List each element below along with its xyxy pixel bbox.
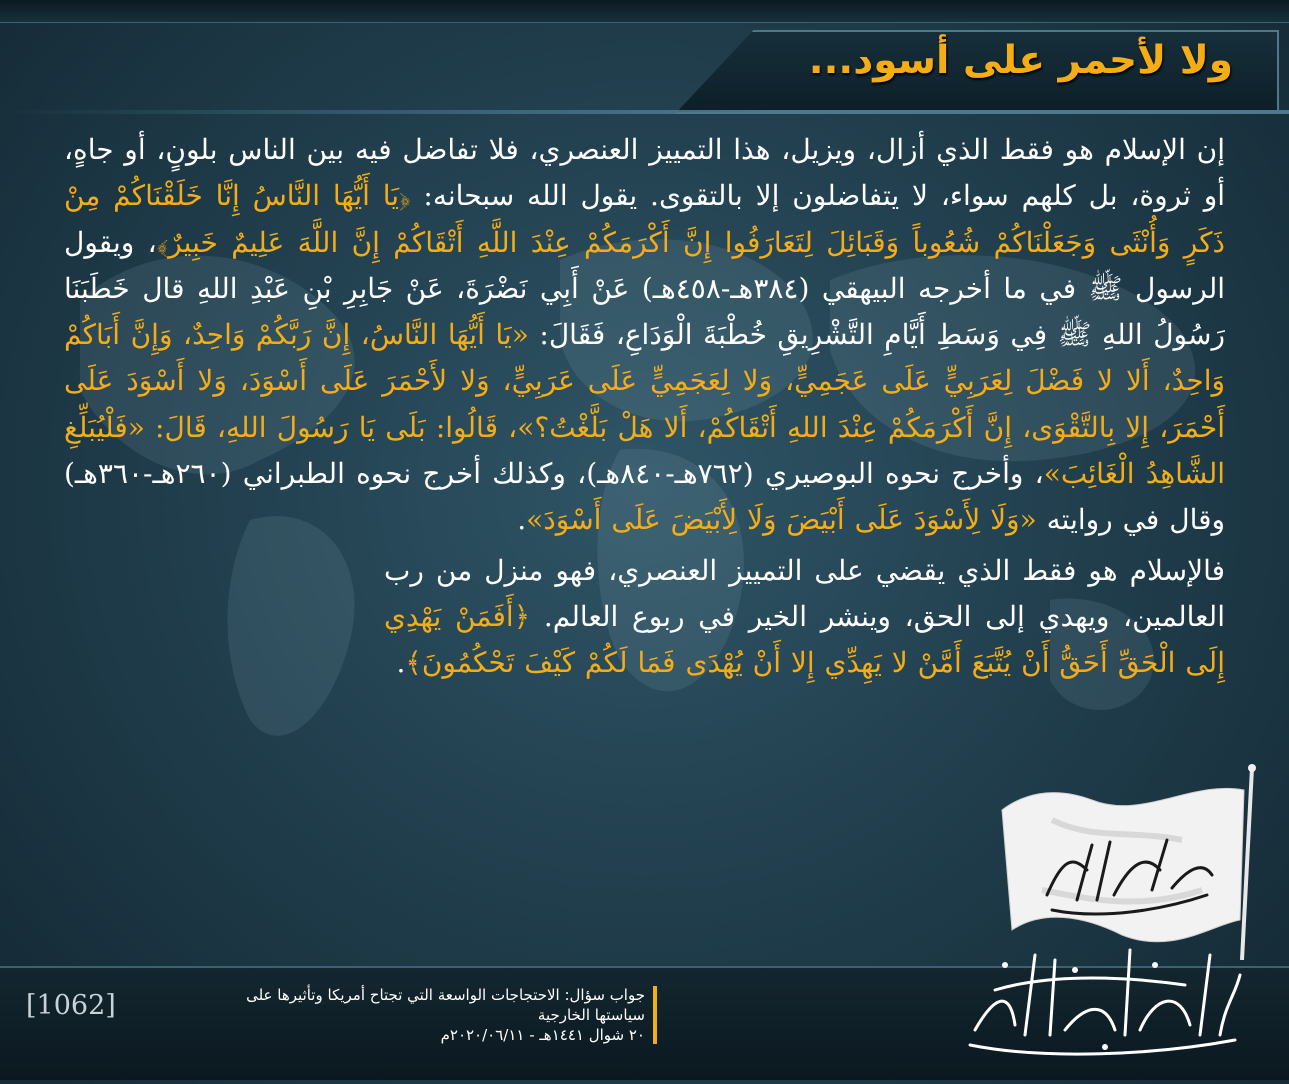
source-title-line1: جواب سؤال: الاحتجاجات الواسعة التي تجتاح أمريكا وتأثيرها على (246, 986, 645, 1004)
source-reference (150, 985, 645, 1045)
page-title: ولا لأحمر على أسود... (808, 38, 1233, 83)
text-segment: . (517, 503, 527, 537)
article-body (64, 127, 1225, 687)
paragraph-2 (384, 548, 1225, 687)
text-segment: فالإسلام هو فقط الذي يقضي على التمييز العنصري، فهو منزل من رب العالمين، ويهدي إلى الحق، وينشر الخير في ربوع العالم. (384, 553, 1225, 633)
quran-verse: ﴿أَفَمَنْ يَهْدِي إِلَى الْحَقِّ أَحَقُّ أَنْ يُتَّبَعَ أَمَّنْ لا يَهِدِّي إِلا أَنْ يُهْدَى فَمَا لَكُمْ كَيْفَ تَحْكُمُونَ﴾ (384, 599, 1225, 680)
text-segment: ، وأخرج نحوه البوصيري (٧٦٢هـ-٨٤٠هـ)، وكذلك أخرج نحوه الطبراني (٢٦٠هـ-٣٦٠هـ) وقال في روايته (64, 457, 1225, 537)
source-date: ٢٠ شوال ١٤٤١هـ - ٢٠٢٠/٠٦/١١م (440, 1026, 645, 1044)
paragraph-1 (64, 127, 1225, 544)
hadith-quote: «يَا أَيُّهَا النَّاسُ، إِنَّ رَبَّكُمْ وَاحِدٌ، وَإِنَّ أَبَاكُمْ وَاحِدٌ، أَلا لا فَضْلَ لِعَرَبِيٍّ عَلَى عَجَمِيٍّ، وَلا لِعَجَمِيٍّ عَلَى عَرَبِيٍّ، وَلا لأَحْمَرَ عَلَى أَسْوَدَ، وَلا أَسْوَدَ عَلَى أَحْمَرَ، إِلا بِالتَّقْوَى، إِنَّ أَكْرَمَكُمْ عِنْدَ اللهِ أَتْقَاكُمْ، أَلا هَلْ بَلَّغْتُ؟»، قَالُوا: بَلَى يَا رَسُولَ اللهِ، قَالَ: «فَلْيُبَلِّغِ الشَّاهِدُ الْغَائِبَ» (64, 318, 1226, 491)
calligraphy-signature-logo (955, 935, 1245, 1060)
hadith-quote: «وَلَا لِأَسْوَدَ عَلَى أَبْيَضَ وَلَا لِأَبْيَضَ عَلَى أَسْوَدَ» (526, 503, 1037, 537)
quran-verse: ﴿يَا أَيُّهَا النَّاسُ إِنَّا خَلَقْنَاكُمْ مِنْ ذَكَرٍ وَأُنْثَى وَجَعَلْنَاكُمْ شُعُوباً وَقَبَائِلَ لِتَعَارَفُوا إِنَّ أَكْرَمَكُمْ عِنْدَ اللَّهِ أَتْقَاكُمْ إِنَّ اللَّهَ عَلِيمٌ خَبِيرٌ﴾ (64, 179, 1225, 259)
footer-divider (653, 986, 657, 1044)
white-flag-image (992, 760, 1262, 960)
page-number: [1062] (26, 990, 116, 1021)
title-underline (0, 110, 1289, 114)
top-strip (0, 0, 1289, 23)
source-title-line2: سياستها الخارجية (537, 1006, 645, 1024)
text-segment: . (396, 646, 406, 680)
text-segment: ، ويقول الرسول ﷺ في ما أخرجه البيهقي (٣٨٤هـ-٤٥٨هـ) عَنْ أَبِي نَضْرَةَ، عَنْ جَابِرِ بْنِ عَبْدِ اللهِ قال خَطَبَنَا رَسُولُ اللهِ ﷺ فِي وَسَطِ أَيَّامِ التَّشْرِيقِ خُطْبَةَ الْوَدَاعِ، فَقَالَ: (64, 225, 1226, 352)
text-segment: إن الإسلام هو فقط الذي أزال، ويزيل، هذا التمييز العنصري، فلا تفاضل فيه بين الناس بلونٍ، أو جاهٍ، أو ثروة، بل كلهم سواء، لا يتفاضلون إلا بالتقوى. يقول الله سبحانه: (64, 133, 1225, 213)
